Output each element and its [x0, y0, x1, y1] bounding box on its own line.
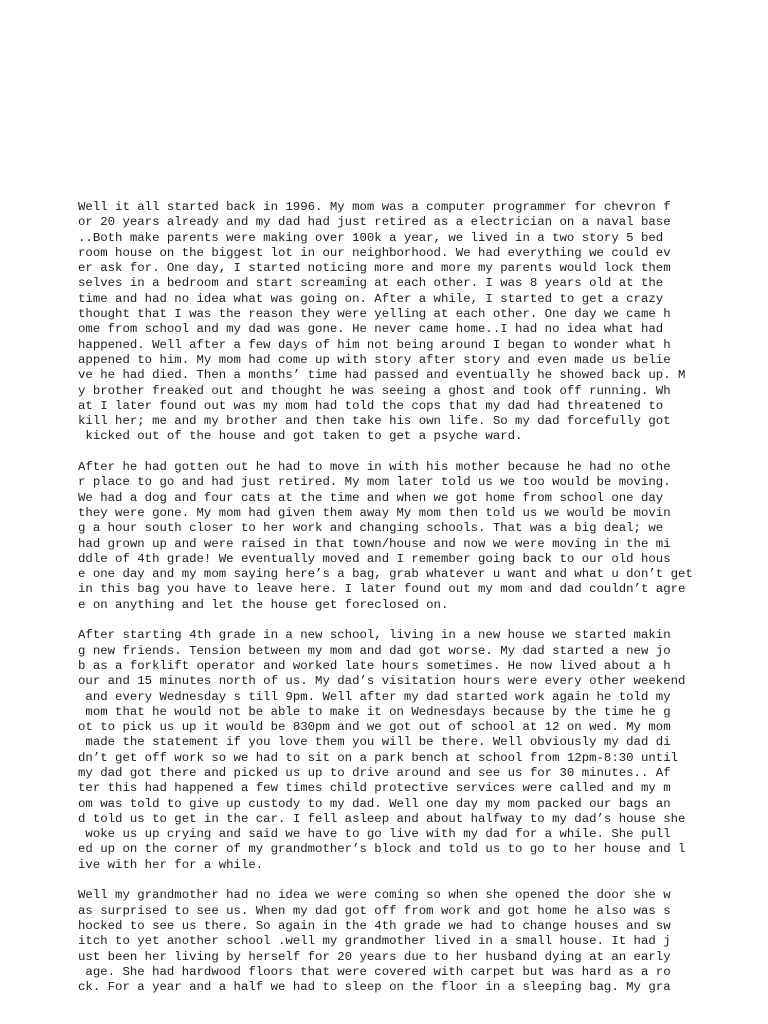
text-line: After starting 4th grade in a new school, living in a new house we started makin [78, 628, 671, 643]
text-line: our and 15 minutes north of us. My dad’s visitation hours were every other weekend [78, 674, 686, 689]
text-line: ve he had died. Then a months’ time had passed and eventually he showed back up. M [78, 368, 686, 383]
text-line: ot to pick us up it would be 830pm and we got out of school at 12 on wed. My mom [78, 720, 671, 735]
text-line: time and had no idea what was going on. After a while, I started to get a crazy [78, 291, 664, 306]
text-line: Well it all started back in 1996. My mom was a computer programmer for chevron f [78, 200, 671, 214]
paragraph [78, 460, 698, 613]
text-line: ome from school and my dad was gone. He never came home..I had no idea what had [78, 322, 664, 337]
paragraph [78, 200, 698, 445]
text-line: r place to go and had just retired. My mom later told us we too would be moving. [78, 475, 671, 490]
text-line: d told us to get in the car. I fell asleep and about halfway to my dad’s house she [78, 811, 686, 826]
text-line: happened. Well after a few days of him not being around I began to wonder what h [78, 337, 671, 352]
text-line: ust been her living by herself for 20 years due to her husband dying at an early [78, 949, 671, 964]
text-line: appened to him. My mom had come up with story after story and even made us belie [78, 352, 671, 367]
text-line: e on anything and let the house get foreclosed on. [78, 597, 449, 612]
text-line: er ask for. One day, I started noticing more and more my parents would lock them [78, 261, 671, 276]
text-line: ddle of 4th grade! We eventually moved and I remember going back to our old hous [78, 551, 671, 566]
text-line: b as a forklift operator and worked late hours sometimes. He now lived about a h [78, 658, 671, 673]
text-line: ck. For a year and a half we had to sleep on the floor in a sleeping bag. My gra [78, 980, 671, 995]
text-line: hocked to see us there. So again in the 4th grade we had to change houses and sw [78, 918, 671, 933]
text-line: mom that he would not be able to make it on Wednesdays because by the time he g [78, 704, 671, 719]
text-line: my dad got there and picked us up to drive around and see us for 30 minutes.. Af [78, 765, 671, 780]
text-line: at I later found out was my mom had told the cops that my dad had threatened to [78, 398, 664, 413]
text-line: We had a dog and four cats at the time and when we got home from school one day [78, 490, 664, 505]
text-line: ter this had happened a few times child protective services were called and my m [78, 781, 671, 796]
text-line: y brother freaked out and thought he was seeing a ghost and took off running. Wh [78, 383, 671, 398]
document-body [78, 200, 698, 1011]
text-line: selves in a bedroom and start screaming at each other. I was 8 years old at the [78, 276, 664, 291]
text-line: and every Wednesday s till 9pm. Well after my dad started work again he told my [78, 689, 671, 704]
text-line: e one day and my mom saying here’s a bag, grab whatever u want and what u don’t get [78, 567, 693, 582]
paragraph [78, 628, 698, 873]
text-line: om was told to give up custody to my dad. Well one day my mom packed our bags an [78, 796, 671, 811]
text-line: made the statement if you love them you will be there. Well obviously my dad di [78, 735, 671, 750]
text-line: age. She had hardwood floors that were covered with carpet but was hard as a ro [78, 964, 671, 979]
text-line: Well my grandmother had no idea we were coming so when she opened the door she w [78, 888, 671, 903]
text-line: as surprised to see us. When my dad got off from work and got home he also was s [78, 903, 671, 918]
text-line: kicked out of the house and got taken to get a psyche ward. [78, 429, 523, 444]
text-line: itch to yet another school .well my grandmother lived in a small house. It had j [78, 934, 671, 949]
text-line: kill her; me and my brother and then take his own life. So my dad forcefully got [78, 414, 671, 429]
text-line: After he had gotten out he had to move in with his mother because he had no othe [78, 460, 671, 475]
text-line: g a hour south closer to her work and changing schools. That was a big deal; we [78, 521, 664, 536]
text-line: ed up on the corner of my grandmother’s block and told us to go to her house and l [78, 842, 686, 857]
text-line: thought that I was the reason they were yelling at each other. One day we came h [78, 307, 671, 322]
text-line: g new friends. Tension between my mom and dad got worse. My dad started a new jo [78, 643, 671, 658]
text-line: woke us up crying and said we have to go live with my dad for a while. She pull [78, 827, 671, 842]
text-line: dn’t get off work so we had to sit on a park bench at school from 12pm-8:30 until [78, 750, 679, 765]
text-line: ..Both make parents were making over 100k a year, we lived in a two story 5 bed [78, 230, 664, 245]
text-line: ive with her for a while. [78, 857, 264, 872]
text-line: or 20 years already and my dad had just retired as a electrician on a naval base [78, 215, 671, 230]
paragraph [78, 888, 698, 995]
text-line: room house on the biggest lot in our neighborhood. We had everything we could ev [78, 245, 671, 260]
text-line: they were gone. My mom had given them away My mom then told us we would be movin [78, 505, 671, 520]
text-line: in this bag you have to leave here. I later found out my mom and dad couldn’t agre [78, 582, 686, 597]
text-line: had grown up and were raised in that town/house and now we were moving in the mi [78, 536, 671, 551]
